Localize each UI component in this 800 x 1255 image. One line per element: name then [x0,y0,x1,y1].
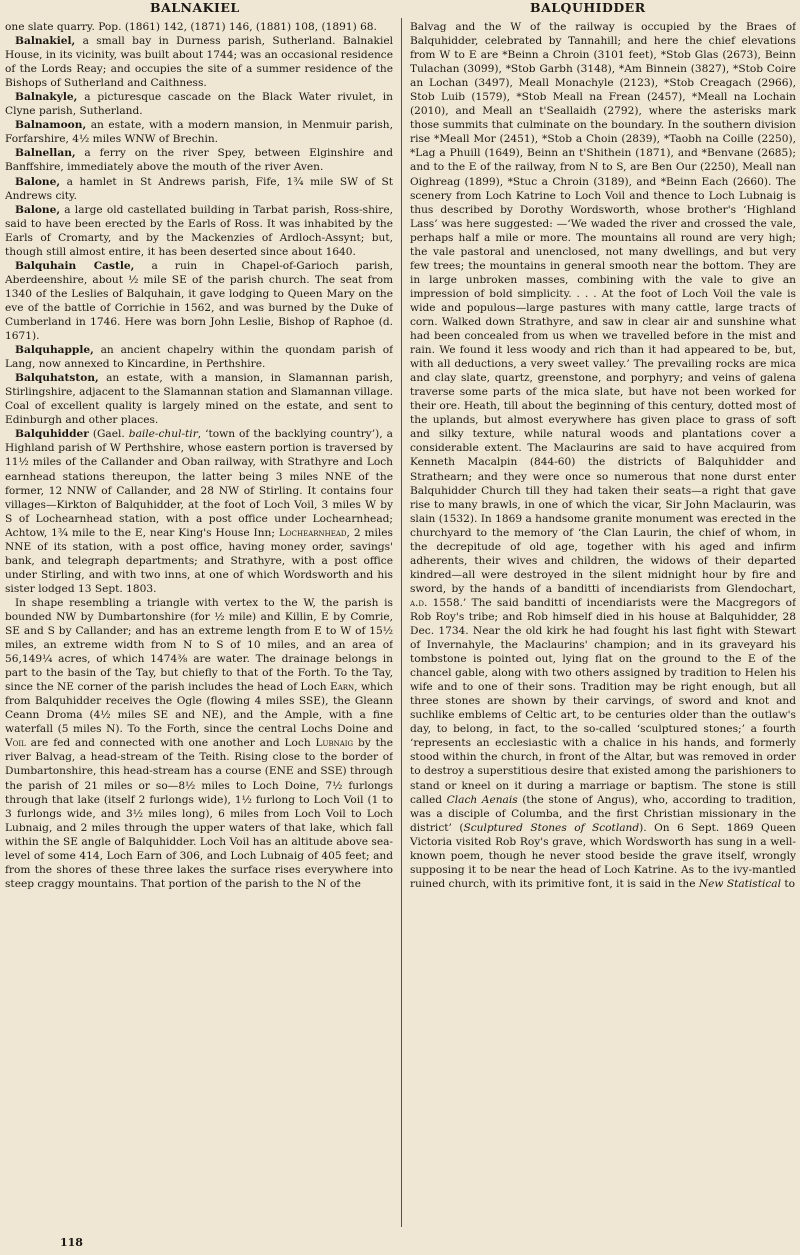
entry-text: a ruin in Chapel-of-Garioch parish, Aberdeenshire, about ½ mile SE of the parish church. The seat from 1340 of the Leslies of Balquhain, it gave lodging to Queen Mary on the eve of the battle of Corrichie in 1562, and was burned by the Duke of Cumberland in 1746. Here was born John Leslie, Bishop of Raphoe (d. 1671). [5,259,393,343]
right-column [410,20,796,1237]
running-header-left: BALNAKIEL [150,0,240,15]
entry-balquhain-castle [5,259,393,343]
paragraph-shape [5,596,393,891]
entry-text: by the river Balvag, a head-stream of the Teith. Rising close to the border of Dumbartonshire, this head-stream has a course (ENE and SSE) through the parish of 21 miles or so—8½ miles to Loch Doine, 7½ furlongs through that lake (itself 2 furlongs wide), 1½ furlong to Loch Voil (1 to 3 furlongs wide, and 3½ miles long), 6 miles from Loch Voil to Loch Lubnaig, and 2 miles through the upper waters of that lake, which fall within the SE angle of Balquhidder. Loch Voil has an altitude above sea-level of some 414, Loch Earn of 306, and Loch Lubnaig of 405 feet; and from the shores of these three lakes the surface rises everywhere into steep craggy mountains. That portion of the parish to the N of the [5,737,393,890]
entry-text: (Gael. [88,428,129,441]
entry-text: Balvag and the W of the railway is occupied by the Braes of Balquhidder, celebrated by Tannahill; and here the chief elevations from W to E are *Beinn a Chroin (3101 feet), *Stob Glas (2673), Beinn Tulachan (3099), *Stob Garbh (3148), *Am Binnein (3827), *Stob Coire an Lochan (3497), Meall Monachyle (2123), *Stob Creagach (2966), Stob Luib (1579), *Stob Meall na Frean (2457), *Meall na Lochain (2010), and Meall an t'Seallaidh (2792), where the asterisks mark those summits that culminate on the boundary. In the southern division rise *Meall Mor (2451), *Stob a Choin (2839), *Taobh na Coille (2250), *Lag a Phuill (1649), Beinn an t'Shithein (1871), and *Benvane (2685); and to the E of the railway, from N to S, are Ben Our (2250), Meall nan Oighreag (1899), *Stuc a Chroin (3189), and *Beinn Each (2660). The scenery from Loch Katrine to Loch Voil and thence to Loch Lubnaig is thus described by Dorothy Wordsworth, whose brother's ‘Highland Lass’ was here suggested: —‘We waded the river and crossed the vale, perhaps half a mile or more. The mountains all round are very high; the vale pastoral and unenclosed, not many dwellings, and but very few trees; the mountains in general smooth near the bottom. They are in large unbroken masses, combining with the vale to give an impression of bold simplicity. . . . At the foot of Loch Voil the vale is wide and populous—large pastures with many cattle, large tracts of corn. Walked down Strathyre, and saw in clear air and sunshine what had been concealed from us when we travelled before in the mist and rain. We found it less woody and rich than it had appeared to be, but, with all deductions, a very sweet valley.’ The prevailing rocks are mica and clay slate, quartz, greenstone, and porphyry; and veins of galena traverse some parts of the mica slate, but have not been worked for their ore. Heath, till about the beginning of this century, dotted most of the uplands, but almost everywhere has given place to grass of soft and silky texture, while natural woods and plantations cover a considerable extent. The Maclaurins are said to have acquired from Kenneth Macalpin (844-60) the districts of Balquhidder and Strathearn; and they were once so numerous that none durst enter Balquhidder Church till they had taken their seats—a right that gave rise to many brawls, in one of which the vicar, Sir John Maclaurin, was slain (1532). In 1869 a handsome granite monument was erected in the churchyard to the memory of ‘the Clan Laurin, the chief of whom, in the decrepitude of old age, together with his aged and infirm adherents, their wives and children, the widows of their departed kindred—all were destroyed in the silent midnight hour by fire and sword, by the hands of a banditti of incendiarists from Glendochart, [410,21,796,595]
stone-name: Clach Aenais [446,793,518,806]
entry-text: a small bay in Durness parish, Sutherland. Balnakiel House, in its vicinity, was built about 1744; was an occasional residence of the Lords Reay; and occupies the site of a summer residence of the Bishops of Sutherland and Caithness. [5,35,393,90]
place-name: Earn [329,681,355,694]
place-name: Lubnaig [315,737,354,750]
entry-text: a hamlet in St Andrews parish, Fife, 1¾ mile SW of St Andrews city. [5,175,393,202]
page-number: 118 [60,1236,83,1249]
entry-text: , 2 miles NNE of its station, with a post office, having money order, savings' bank, and telegraph departments; and Strathyre, with a post office under Stirling, and with two inns, at one of which Wordsworth and his sister lodged 13 Sept. 1803. [5,526,393,595]
entry-text: 1558.’ The said banditti of incendiarists were the Macgregors of Rob Roy's tribe; and Rob himself died in his house at Balquhidder, 28 Dec. 1734. Near the old kirk he had fought his last fight with Stewart of Invernahyle, the Maclaurins' champion; and in its graveyard his tombstone is pointed out, lying flat on the ground to the E of the chancel gable, along with two others assigned by tradition to Helen his wife and to one of their sons. Tradition may be right enough, but all three stones are shown by their carvings, of sword and knot and suchlike emblems of Celtic art, to be centuries older than the outlaw's day, to belong, in fact, to the so-called ‘sculptured stones;’ a fourth ‘represents an ecclesiastic with a chalice in his hands, and formerly stood within the church, in front of the Altar, but was removed in order to destroy a superstitious desire that existed among the parishioners to stand or kneel on it during a marriage or baptism. The stone is still called [410,596,796,806]
entry-balquhapple [5,343,393,371]
entry-balnakyle [5,90,393,118]
entry-text: , which from Balquhidder receives the Ogle (flowing 4 miles SSE), the Gleann Ceann Droma (4½ miles SE and NE), and the Ample, with a fine waterfall (5 miles N). To the Forth, since the central Lochs Doine and [5,681,393,736]
entry-text: a ferry on the river Spey, between Elginshire and Banffshire, immediately above the mouth of the river Aven. [5,147,393,174]
continuation-text: one slate quarry. Pop. (1861) 142, (1871) 146, (1881) 108, (1891) 68. [5,21,377,33]
entry-headword: Balnamoon, [15,119,87,132]
entry-headword: Balquhain Castle, [15,259,135,272]
entry-text: are fed and connected with one another and Loch [25,737,316,750]
entry-text: In shape resembling a triangle with vertex to the W, the parish is bounded NW by Dumbartonshire (for ½ mile) and Killin, E by Comrie, SE and S by Callander; and has an extreme length from E to W of 15½ miles, an extreme width from N to S of 10 miles, and an area of 56,149¼ acres, of which 1474⅜ are water. The drainage belongs in part to the basin of the Tay, but chiefly to that of the Forth. To the Tay, since the NE corner of the parish includes the head of Loch [5,596,393,694]
entry-balnakiel [5,34,393,90]
entry-text: (the stone of Angus), who, according to tradition, was a disciple of Columba, and the first Christian missionary in the district’ ( [410,793,796,834]
entry-text: an estate, with a modern mansion, in Menmuir parish, Forfarshire, 4½ miles WNW of Brechin. [5,119,393,146]
entry-headword: Balnellan, [15,147,76,160]
entry-text: ). On 6 Sept. 1869 Queen Victoria visited Rob Roy's grave, which Wordsworth has sung in a well-known poem, though he never stood beside the grave itself, wrongly supposing it to be near the head of Loch Katrine. As to the ivy-mantled ruined church, with its primitive font, it is said in the [410,821,796,890]
book-title: New Statistical [698,877,782,890]
entry-balquhatston [5,371,393,427]
entry-balquhidder [5,427,393,596]
entry-balone-castle [5,203,393,259]
era-abbreviation: a.d. [410,596,428,609]
entry-headword: Balquhapple, [15,344,94,357]
entry-balnamoon [5,118,393,146]
book-title: Sculptured Stones of Scotland [463,821,640,834]
left-column [5,20,393,1237]
entry-balnellan [5,146,393,174]
entry-text: an estate, with a mansion, in Slamannan parish, Stirlingshire, adjacent to the Slamannan station and Slamannan village. Coal of excellent quality is largely mined on the estate, and sent to Edinburgh and other places. [5,372,393,427]
entry-headword: Balnakyle, [15,91,78,104]
continuation-text [410,20,796,891]
entry-text: to [781,877,796,890]
entry-headword: Balquhatston, [15,372,99,385]
entry-headword: Balone, [15,175,61,188]
entry-headword: Balquhidder [15,428,89,441]
entry-text: an ancient chapelry within the quondam parish of Lang, now annexed to Kincardine, in Perthshire. [5,344,393,371]
column-divider [401,18,402,1227]
entry-headword: Balnakiel, [15,35,76,48]
gaelic-term: baile-chul-tir [128,428,198,441]
entry-text: a picturesque cascade on the Black Water rivulet, in Clyne parish, Sutherland. [5,91,393,118]
entry-text: , ‘town of the backlying country’), a Highland parish of W Perthshire, whose eastern portion is traversed by 11½ miles of the Callander and Oban railway, with Strathyre and Loch earnhead stations thereupon, the latter being 3 miles NNE of the former, 12 NNW of Callander, and 28 NW of Stirling. It contains four villages—Kirkton of Balquhidder, at the foot of Loch Voil, 3 miles W by S of Lochearnhead station, with a post office under Lochearnhead; Achtow, 1¾ mile to the E, near King's House Inn; [5,428,393,539]
entry-balone-hamlet [5,175,393,203]
place-name: Lochearnhead [278,526,347,539]
place-name: Voil [5,737,26,750]
running-header-right: BALQUHIDDER [530,0,646,15]
entry-text: a large old castellated building in Tarbat parish, Ross-shire, said to have been erected by the Earls of Ross. It was inhabited by the Earls of Cromarty, and by the Mackenzies of Ardloch-Assynt; but, though still almost entire, it has been deserted since about 1640. [5,203,393,258]
entry-headword: Balone, [15,203,61,216]
